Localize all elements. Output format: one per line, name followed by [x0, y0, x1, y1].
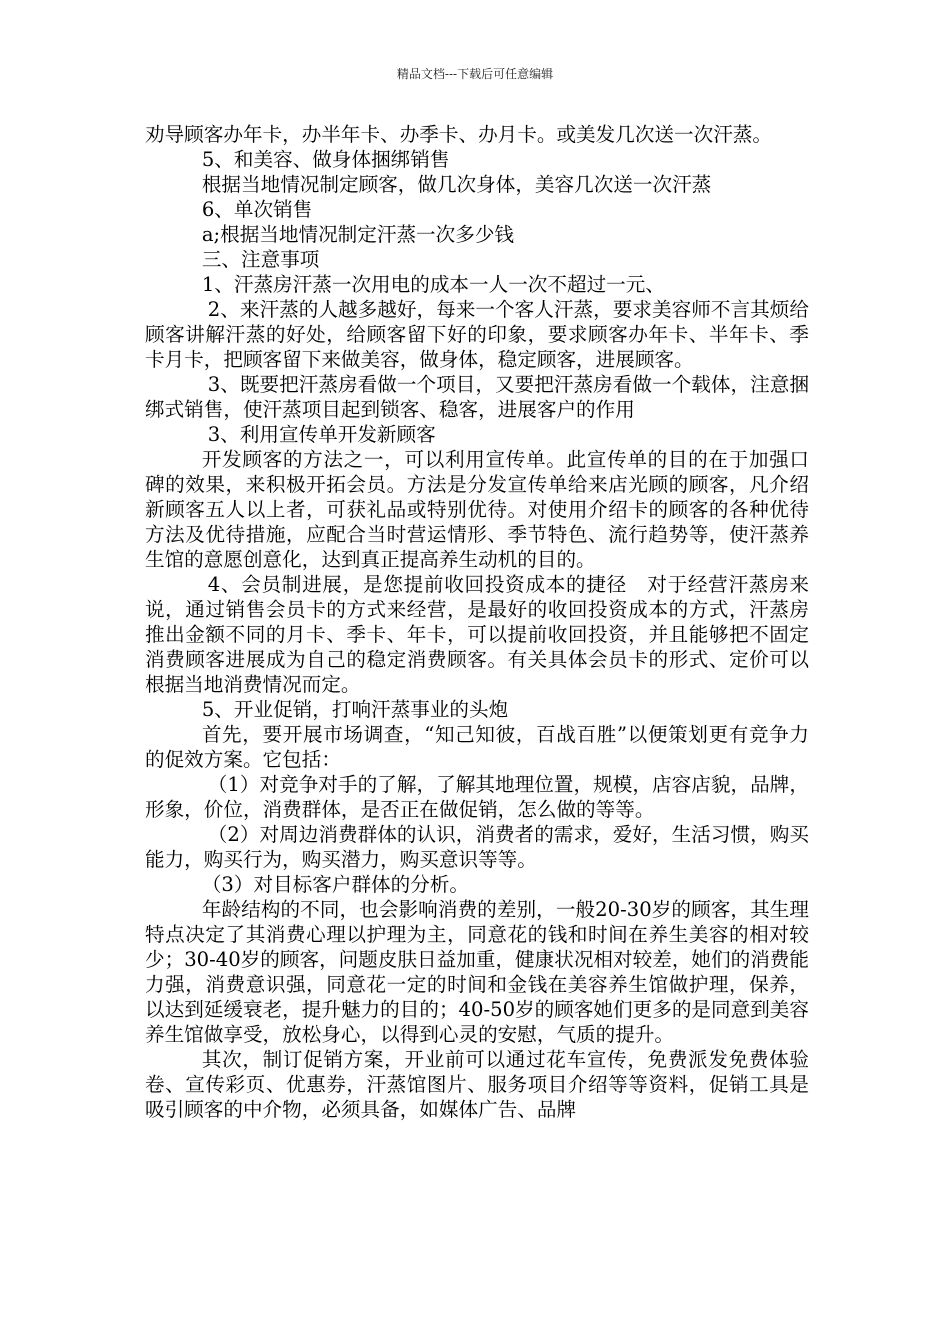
paragraph: 三、注意事项 — [201, 248, 320, 271]
paragraph: （2）对周边消费群体的认识，消费者的需求，爱好，生活习惯，购买能力，购买行为，购买潜力，购买意识等等。 — [145, 823, 809, 871]
paragraph: 其次，制订促销方案，开业前可以通过花车宣传，免费派发免费体验卷、宣传彩页、优惠券，汗蒸馆图片、服务项目介绍等等资料，促销工具是吸引顾客的中介物，必须具备，如媒体广告、品牌 — [145, 1048, 809, 1121]
paragraph: 根据当地情况制定顾客，做几次身体，美容几次送一次汗蒸 — [201, 173, 712, 196]
document-body — [145, 122, 809, 1122]
paragraph: （3）对目标客户群体的分析。 — [201, 873, 470, 896]
paragraph: 2、来汗蒸的人越多越好，每来一个客人汗蒸，要求美容师不言其烦给顾客讲解汗蒸的好处，给顾客留下好的印象，要求顾客办年卡、半年卡、季卡月卡，把顾客留下来做美容，做身体，稳定顾客，进展顾客。 — [145, 298, 809, 371]
paragraph: 4、会员制进展，是您提前收回投资成本的捷径 对于经营汗蒸房来说，通过销售会员卡的方式来经营，是最好的收回投资成本的方式，汗蒸房推出金额不同的月卡、季卡、年卡，可以提前收回投资，并且能够把不固定消费顾客进展成为自己的稳定消费顾客。有关具体会员卡的形式、定价可以根据当地消费情况而定。 — [145, 573, 809, 696]
paragraph: 5、开业促销，打响汗蒸事业的头炮 — [201, 698, 509, 721]
page-header: 精品文档---下载后可任意编辑 — [396, 67, 554, 81]
paragraph: 劝导顾客办年卡，办半年卡、办季卡、办月卡。或美发几次送一次汗蒸。 — [145, 123, 772, 146]
paragraph: 6、单次销售 — [201, 198, 313, 221]
paragraph: 5、和美容、做身体捆绑销售 — [201, 148, 450, 171]
paragraph: a;根据当地情况制定汗蒸一次多少钱 — [201, 223, 515, 246]
paragraph: 3、利用宣传单开发新顾客 — [207, 423, 436, 446]
paragraph: 开发顾客的方法之一，可以利用宣传单。此宣传单的目的在于加强口碑的效果，来积极开拓会员。方法是分发宣传单给来店光顾的顾客，凡介绍新顾客五人以上者，可获礼品或特别优待。对使用介绍卡的顾客的各种优待方法及优待措施，应配合当时营运情形、季节特色、流行趋势等，使汗蒸养生馆的意愿创意化，达到真正提高养生动机的目的。 — [145, 448, 809, 571]
paragraph: 1、汗蒸房汗蒸一次用电的成本一人一次不超过一元、 — [201, 273, 665, 296]
paragraph: 年龄结构的不同，也会影响消费的差别，一般20-30岁的顾客，其生理特点决定了其消费心理以护理为主，同意花的钱和时间在养生美容的相对较少；30-40岁的顾客，问题皮肤日益加重，健康状况相对较差，她们的消费能力强，消费意识强，同意花一定的时间和金钱在美容养生馆做护理，保养，以达到延缓衰老，提升魅力的目的；40-50岁的顾客她们更多的是同意到美容养生馆做享受，放松身心，以得到心灵的安慰，气质的提升。 — [145, 898, 809, 1046]
paragraph: 首先，要开展市场调查，“知己知彼，百战百胜”以便策划更有竞争力的促效方案。它包括： — [145, 723, 809, 771]
paragraph: 3、既要把汗蒸房看做一个项目，又要把汗蒸房看做一个载体，注意捆绑式销售，使汗蒸项目起到锁客、稳客，进展客户的作用 — [145, 373, 809, 421]
paragraph: （1）对竞争对手的了解，了解其地理位置，规模，店容店貌，品牌，形象，价位，消费群体，是否正在做促销，怎么做的等等。 — [145, 773, 809, 821]
